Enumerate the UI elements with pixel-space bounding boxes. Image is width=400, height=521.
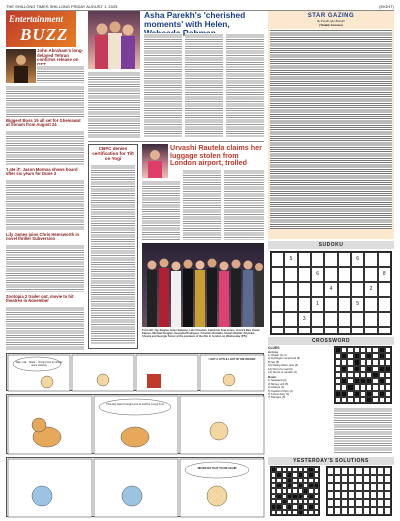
yesterday-sudoku-cell: [377, 491, 384, 499]
sudoku-cell: [364, 327, 377, 334]
yesterday-sudoku-cell: [341, 483, 348, 491]
yesterday-sudoku-cell: [334, 467, 341, 475]
yesterday-sudoku-cell: [370, 507, 377, 515]
sudoku-cell: [324, 312, 337, 327]
cbfc-box: [88, 144, 138, 349]
story1-text: [37, 65, 84, 83]
down-title: Down: [268, 375, 277, 380]
urvashi-photo: [142, 144, 168, 178]
sudoku-cell: [351, 312, 364, 327]
sudoku-cell: 8: [378, 267, 391, 282]
yesterday-sudoku-cell: [370, 483, 377, 491]
story3-text: [6, 179, 84, 231]
yesterday-sudoku-cell: [384, 475, 391, 483]
urvashi-text-col1: [142, 180, 180, 240]
yesterday-sudoku-cell: [334, 507, 341, 515]
urvashi-headline: Urvashi Rautela claims her luggage stolen from London airport, trolled: [170, 143, 262, 168]
yesterday-sudoku-cell: [363, 483, 370, 491]
yesterday-sudoku-cell: [355, 475, 362, 483]
yesterday-sudoku-cell: [327, 507, 334, 515]
comic1-text2: I GOT A LITTLE LOST IN THE WOODS: [208, 358, 256, 361]
yesterday-sudoku-cell: [377, 475, 384, 483]
story3-headline: 'I ate it': Jason Momoa shows board after six years for Dune 3: [6, 167, 78, 177]
logo-line1: Entertainment: [9, 14, 64, 24]
down-clue: 5) Capital of Peru (4): [268, 389, 293, 393]
yesterday-sudoku-cell: [341, 467, 348, 475]
sudoku-cell: [284, 267, 297, 282]
yesterday-sudoku-cell: [384, 467, 391, 475]
entertainment-buzz-logo: [6, 11, 76, 47]
comic2-text: That dog hasn't bought a lot of stuff for a long time: [106, 403, 164, 406]
yesterday-sudoku-cell: [348, 483, 355, 491]
runhead-right: (EIGHT): [379, 4, 394, 9]
yesterday-sudoku-cell: [327, 467, 334, 475]
yesterday-sudoku-cell: [341, 491, 348, 499]
across-clue: 1) Obtain (by 3): [268, 354, 287, 357]
sudoku-cell: 2: [364, 282, 377, 297]
star-gazing-title: STAR GAZING: [307, 13, 355, 19]
sudoku-cell: [271, 312, 284, 327]
premiere-crowd-icon: [142, 243, 264, 327]
down-clue: 2) Money unit (5): [268, 382, 289, 386]
yesterday-sudoku-cell: [334, 499, 341, 507]
yesterday-sudoku-cell: [355, 507, 362, 515]
urvashi-figure-icon: [142, 144, 168, 178]
sudoku-cell: [311, 327, 324, 334]
sudoku-cell: [324, 252, 337, 267]
tehran-poster-image: [6, 49, 36, 83]
sudoku-section: [268, 241, 394, 335]
asha-story-col1: [144, 33, 182, 138]
comic1-text: Wait, Lola… Marla… Dumpy time for doodle stone plucking: [15, 361, 63, 367]
yesterday-sudoku-cell: [363, 467, 370, 475]
story1-headline: John Abraham's long-delayed Tehran confirms release on: [37, 48, 84, 63]
sudoku-cell: [284, 312, 297, 327]
comic3-text: NEVER DO THAT TO ME AGAIN: [197, 467, 237, 470]
sudoku-cell: [364, 252, 377, 267]
page-body: [6, 11, 394, 517]
comic-strip-3: [6, 457, 264, 517]
yesterday-sudoku-cell: [355, 483, 362, 491]
sudoku-cell: [284, 327, 297, 334]
yesterday-sudoku-cell: [370, 491, 377, 499]
sudoku-cell: [324, 297, 337, 312]
yesterday-sudoku-cell: [377, 483, 384, 491]
yesterday-sudoku-cell: [363, 475, 370, 483]
sudoku-cell: [378, 327, 391, 334]
sudoku-cell: [378, 312, 391, 327]
yesterday-sudoku-cell: [377, 507, 384, 515]
divider: [88, 141, 264, 142]
yesterday-sudoku-cell: [348, 467, 355, 475]
runhead-left: THE SHILLONG TIMES SHILLONG FRIDAY AUGUST 1, 2025: [6, 4, 118, 9]
sudoku-cell: [311, 252, 324, 267]
yesterday-section: [268, 457, 394, 517]
premiere-photo: [142, 243, 264, 327]
photo-figures-icon: [88, 11, 140, 69]
star-gazing-subtitle: (Weekly Forecast): [319, 23, 343, 27]
sudoku-cell: [378, 297, 391, 312]
sudoku-cell: [338, 252, 351, 267]
sudoku-cell: [271, 282, 284, 297]
crossword-title: CROSSWORD: [268, 337, 394, 345]
cbfc-text: [91, 164, 135, 344]
urvashi-text-col2: [183, 169, 221, 240]
yesterday-title: YESTERDAY'S SOLUTIONS: [268, 457, 394, 465]
sudoku-cell: [378, 252, 391, 267]
yesterday-sudoku-cell: [370, 475, 377, 483]
sudoku-cell: [271, 327, 284, 334]
more-clues: [334, 407, 392, 453]
yesterday-sudoku-cell: [384, 499, 391, 507]
horoscope-text: [270, 29, 392, 229]
sudoku-cell: 3: [298, 312, 311, 327]
asha-parekh-photo: [88, 11, 140, 69]
yesterday-sudoku-cell: [377, 467, 384, 475]
yesterday-sudoku-cell: [384, 507, 391, 515]
across-clue: 4) Hydrogen compound (5): [268, 357, 301, 361]
across-clue: 10) Dating Adam, Eve (4): [268, 364, 299, 368]
across-title: Across: [268, 350, 279, 354]
yesterday-sudoku-cell: [355, 499, 362, 507]
sudoku-cell: [298, 297, 311, 312]
cbfc-headline: CBFC denies certification for Tilt on Yogi: [92, 146, 134, 161]
clues-block: [268, 346, 332, 400]
yesterday-sudoku-cell: [355, 467, 362, 475]
yesterday-sudoku-cell: [334, 483, 341, 491]
yesterday-sudoku-cell: [334, 475, 341, 483]
sudoku-cell: [284, 297, 297, 312]
sudoku-cell: [271, 267, 284, 282]
sudoku-cell: [324, 267, 337, 282]
right-column: [268, 11, 394, 517]
sudoku-cell: 5: [351, 297, 364, 312]
yesterday-sudoku-cell: [370, 467, 377, 475]
story4-headline: Lily James joins Chris Hemsworth in novel thriller Subversion: [6, 232, 80, 242]
across-clue: 12) Part of a coat (6): [268, 367, 293, 371]
crossword-section: [268, 337, 394, 455]
story5-headline: Zootopia 2 trailer out, movie to hit theatres in November: [6, 294, 74, 304]
yesterday-sudoku-cell: [363, 507, 370, 515]
clues-title: CLUES: [268, 346, 280, 350]
down-clue-list: [268, 379, 332, 399]
sudoku-cell: [351, 282, 364, 297]
crossword-grid: [334, 346, 392, 404]
yesterday-sudoku-cell: [327, 483, 334, 491]
sudoku-cell: [298, 267, 311, 282]
main-story-area: [88, 11, 264, 351]
sudoku-cell: [311, 282, 324, 297]
crossword-cell: [385, 397, 391, 403]
yesterday-sudoku-cell: [384, 491, 391, 499]
sudoku-cell: [338, 282, 351, 297]
yesterday-sudoku-cell: [348, 499, 355, 507]
sudoku-cell: 6: [311, 267, 324, 282]
main-headline: Asha Parekh's 'cherished moments' with Helen,: [144, 10, 246, 29]
sudoku-grid: [270, 251, 392, 335]
across-clue-list: [268, 354, 332, 374]
down-clue: 7) Paragon (5): [268, 396, 286, 400]
logo-line2: BUZZ: [20, 25, 69, 44]
yesterday-sudoku-cell: [327, 475, 334, 483]
sudoku-title: SUDOKU: [268, 241, 394, 249]
yesterday-sudoku-cell: [341, 507, 348, 515]
yesterday-crossword-cell: [314, 510, 319, 515]
across-clue: 14) Tennis or squash (4): [268, 371, 297, 375]
sudoku-cell: [364, 297, 377, 312]
yesterday-sudoku-cell: [334, 491, 341, 499]
yesterday-sudoku-cell: [348, 475, 355, 483]
sudoku-cell: [338, 312, 351, 327]
sudoku-cell: [271, 252, 284, 267]
sudoku-cell: [351, 267, 364, 282]
sudoku-cell: [324, 327, 337, 334]
sudoku-cell: 5: [284, 252, 297, 267]
yesterday-sudoku-cell: [363, 491, 370, 499]
yesterday-sudoku-cell: [377, 499, 384, 507]
poster-figure-icon: [6, 49, 36, 83]
story1-text-cont: [6, 85, 84, 117]
urvashi-text-col3: [224, 169, 264, 240]
yesterday-sudoku-cell: [327, 499, 334, 507]
premiere-caption: From left, Jay Sanjiva, Gauri Sahanur, Lata Chouhan, Catherine Zeta-Jones, Jessica Biel, Kunal Kapoor, Michael Douglas, Georgina Rodriguez, Cristiano Ronaldo, Ishaan Khattar, Priyanka Chopra and Georgia Turner at the premiere of the film in London on Wednesday (PTI).: [142, 329, 260, 339]
sudoku-cell: [271, 297, 284, 312]
sudoku-cell: 1: [311, 297, 324, 312]
sudoku-cell: [338, 267, 351, 282]
yesterday-xw-grid: [270, 466, 320, 516]
comics-area: [6, 353, 264, 517]
sudoku-cell: [284, 282, 297, 297]
comic-strip-2: [6, 394, 264, 454]
yesterday-sudoku-cell: [348, 507, 355, 515]
sudoku-cell: [298, 282, 311, 297]
yesterday-sudoku-grid: [326, 466, 392, 516]
yesterday-sudoku-cell: [363, 499, 370, 507]
story4-text: [6, 244, 84, 292]
asha-story-col3: [226, 33, 264, 138]
story2-headline: Biggest Boss 19 all set for Ghemawat at Sonam from August 24: [6, 118, 81, 128]
sudoku-cell: [338, 297, 351, 312]
sudoku-cell: [351, 327, 364, 334]
sudoku-cell: [298, 252, 311, 267]
yesterday-sudoku-cell: [327, 491, 334, 499]
star-gazing-byline: By Pandit Ajai Bhambi: [317, 19, 345, 23]
sudoku-cell: 4: [324, 282, 337, 297]
sudoku-cell: [311, 312, 324, 327]
down-clue: 6) Forest deity (3): [268, 393, 290, 397]
sudoku-cell: [364, 312, 377, 327]
down-clue: 1) Seaweed (4): [268, 379, 287, 383]
asha-story-col2: [185, 33, 223, 138]
sudoku-cell: [338, 327, 351, 334]
yesterday-sudoku-cell: [341, 475, 348, 483]
sudoku-cell: [364, 267, 377, 282]
across-clue: 8) Set (8): [268, 360, 280, 364]
yesterday-sudoku-cell: [348, 491, 355, 499]
yesterday-sudoku-cell: [384, 483, 391, 491]
comic-strip-1: [6, 353, 264, 391]
down-clue: 3) Lifeless (4): [268, 386, 285, 390]
sudoku-cell: 6: [351, 252, 364, 267]
sudoku-cell: [378, 282, 391, 297]
sudoku-cell: [298, 327, 311, 334]
star-gazing-box: [268, 11, 394, 239]
story2-text: [6, 130, 84, 166]
story5-text: [6, 306, 84, 350]
asha-story-under-photo: [88, 71, 140, 138]
yesterday-sudoku-cell: [341, 499, 348, 507]
yesterday-sudoku-cell: [355, 491, 362, 499]
yesterday-sudoku-cell: [370, 499, 377, 507]
